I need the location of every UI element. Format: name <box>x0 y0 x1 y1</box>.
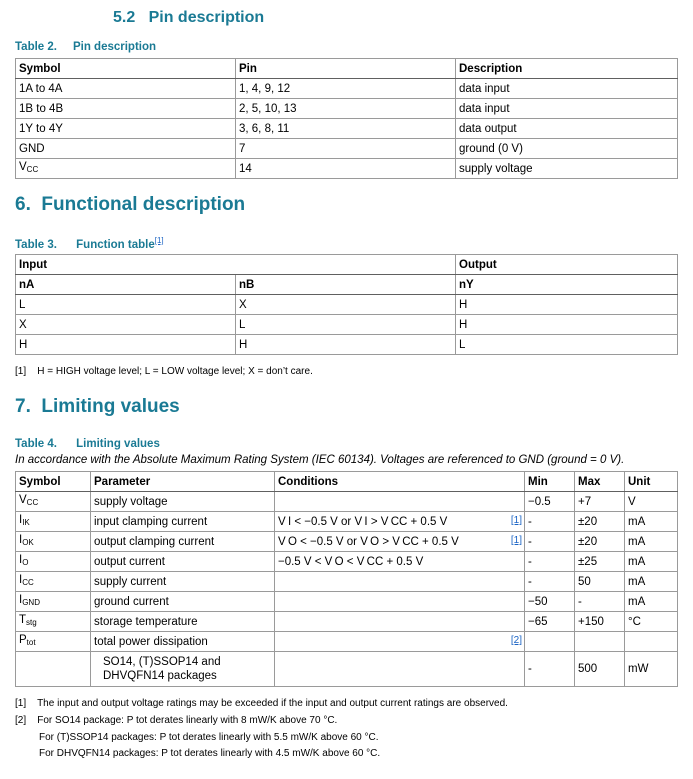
symbol-cell <box>16 492 91 512</box>
group-header-row <box>16 255 678 275</box>
parameter-cell: supply current <box>91 572 275 592</box>
parameter-cell: input clamping current <box>91 512 275 532</box>
parameter-cell: total power dissipation <box>91 632 275 652</box>
min-cell: - <box>525 652 575 687</box>
table-label: Table 2. <box>15 41 57 53</box>
conditions-cell <box>275 492 525 512</box>
parameter-cell: output clamping current <box>91 532 275 552</box>
section-5-2-heading <box>113 9 264 27</box>
symbol-cell <box>16 572 91 592</box>
column-header: Symbol <box>16 472 91 492</box>
table-4-note-2 <box>15 715 337 726</box>
max-cell: +7 <box>575 492 625 512</box>
table-header-row <box>16 275 678 295</box>
max-cell: ±20 <box>575 512 625 532</box>
symbol-cell <box>16 592 91 612</box>
footnote-link[interactable]: [1] <box>510 535 522 546</box>
group-header: Input <box>16 255 456 275</box>
max-cell: ±25 <box>575 552 625 572</box>
min-cell: - <box>525 552 575 572</box>
symbol-subscript: CC <box>26 165 39 174</box>
parameter-cell: ground current <box>91 592 275 612</box>
column-header: Symbol <box>16 59 236 79</box>
conditions-cell <box>275 572 525 592</box>
limiting-values-table <box>15 471 678 687</box>
max-cell: +150 <box>575 612 625 632</box>
footnote-text: The input and output voltage ratings may be exceeded if the input and output current ratings are observed. <box>37 698 508 709</box>
symbol-cell <box>16 512 91 532</box>
table-row <box>16 492 678 512</box>
column-header: Pin <box>236 59 456 79</box>
conditions-cell <box>275 512 525 532</box>
conditions-cell <box>275 592 525 612</box>
symbol-text: P <box>19 634 27 646</box>
symbol-subscript: IK <box>22 518 30 527</box>
symbol-cell <box>16 532 91 552</box>
symbol-text: T <box>19 614 27 626</box>
table-cell: 1B to 4B <box>16 99 236 119</box>
symbol-text: I <box>19 594 23 606</box>
section-7-heading <box>15 396 180 418</box>
column-header: nY <box>456 275 678 295</box>
table-cell: H <box>16 335 236 355</box>
symbol-subscript: OK <box>22 538 34 547</box>
symbol-subscript: GND <box>22 598 40 607</box>
symbol-subscript: O <box>22 558 29 567</box>
table-cell: X <box>16 315 236 335</box>
table-title: Limiting values <box>76 438 160 450</box>
min-cell: - <box>525 532 575 552</box>
unit-cell: mA <box>625 512 678 532</box>
footnote-marker: [2] <box>15 715 27 726</box>
conditions-cell <box>275 652 525 687</box>
table-cell: ground (0 V) <box>456 139 678 159</box>
table-row <box>16 79 678 99</box>
column-header: Conditions <box>275 472 525 492</box>
min-cell: −50 <box>525 592 575 612</box>
footnote-link[interactable]: [1] <box>154 236 164 245</box>
symbol-subscript: stg <box>26 618 37 627</box>
max-cell: 50 <box>575 572 625 592</box>
max-cell: ±20 <box>575 532 625 552</box>
section-title: Pin description <box>148 9 265 26</box>
symbol-text: V <box>19 494 27 506</box>
conditions-text: V O < −0.5 V or V O > V CC + 0.5 V <box>278 535 459 548</box>
symbol-text: I <box>19 514 23 526</box>
min-cell: −65 <box>525 612 575 632</box>
table-4-note-1 <box>15 698 508 709</box>
table-2-caption <box>15 41 156 53</box>
section-number: 7. <box>15 396 31 417</box>
symbol-subscript: CC <box>26 498 39 507</box>
footnote-link[interactable]: [1] <box>510 515 522 526</box>
footnote-text: H = HIGH voltage level; L = LOW voltage level; X = don’t care. <box>37 366 313 377</box>
section-title: Functional description <box>41 194 246 215</box>
table-row <box>16 99 678 119</box>
unit-cell: V <box>625 492 678 512</box>
column-header: Max <box>575 472 625 492</box>
section-number: 5.2 <box>113 9 136 26</box>
section-6-heading <box>15 194 245 216</box>
column-header: Min <box>525 472 575 492</box>
symbol-text: I <box>19 574 23 586</box>
table-cell: data input <box>456 99 678 119</box>
table-header-row <box>16 59 678 79</box>
unit-cell: mA <box>625 532 678 552</box>
parameter-cell: output current <box>91 552 275 572</box>
table-cell: 3, 6, 8, 11 <box>236 119 456 139</box>
conditions-text: V I < −0.5 V or V I > V CC + 0.5 V <box>278 515 448 528</box>
section-title: Limiting values <box>41 396 180 417</box>
conditions-cell <box>275 552 525 572</box>
footnote-link[interactable]: [2] <box>510 635 522 646</box>
table-label: Table 3. <box>15 238 57 251</box>
conditions-cell <box>275 532 525 552</box>
parameter-cell: supply voltage <box>91 492 275 512</box>
symbol-subscript: CC <box>22 578 34 587</box>
column-header: nA <box>16 275 236 295</box>
table-subrow <box>16 652 678 687</box>
conditions-text: −0.5 V < V O < V CC + 0.5 V <box>278 555 424 568</box>
footnote-text: For SO14 package: P tot derates linearly with 8 mW/K above 70 °C. <box>37 715 338 726</box>
unit-cell: mA <box>625 552 678 572</box>
table-cell: 2, 5, 10, 13 <box>236 99 456 119</box>
pin-description-table <box>15 58 678 179</box>
symbol-cell <box>16 632 91 652</box>
table-row <box>16 139 678 159</box>
min-cell: - <box>525 572 575 592</box>
symbol-subscript: tot <box>26 638 36 647</box>
table-row <box>16 512 678 532</box>
table-cell: supply voltage <box>456 159 678 179</box>
section-number: 6. <box>15 194 31 215</box>
footnote-marker: [1] <box>15 366 27 377</box>
min-cell: −0.5 <box>525 492 575 512</box>
table-row <box>16 572 678 592</box>
conditions-cell <box>275 612 525 632</box>
table-cell <box>16 159 236 179</box>
table-cell: H <box>456 315 678 335</box>
conditions-cell <box>275 632 525 652</box>
symbol-cell <box>16 552 91 572</box>
column-header: Description <box>456 59 678 79</box>
symbol-text: I <box>19 554 23 566</box>
min-cell: - <box>525 512 575 532</box>
table-cell: 1, 4, 9, 12 <box>236 79 456 99</box>
column-header: Unit <box>625 472 678 492</box>
unit-cell: °C <box>625 612 678 632</box>
table-row <box>16 552 678 572</box>
table-title: Function table <box>76 238 155 251</box>
table-row <box>16 532 678 552</box>
table-row <box>16 335 678 355</box>
table-cell: 1Y to 4Y <box>16 119 236 139</box>
unit-cell: mW <box>625 652 678 687</box>
parameter-cell: SO14, (T)SSOP14 and DHVQFN14 packages <box>91 652 275 687</box>
table-cell: L <box>236 315 456 335</box>
table-row <box>16 612 678 632</box>
footnote-marker: [1] <box>15 698 27 709</box>
function-table <box>15 254 678 355</box>
table-cell: L <box>456 335 678 355</box>
table-header-row <box>16 472 678 492</box>
table-cell: X <box>236 295 456 315</box>
min-cell <box>525 632 575 652</box>
table-cell: L <box>16 295 236 315</box>
column-header: nB <box>236 275 456 295</box>
table-row <box>16 119 678 139</box>
max-cell: 500 <box>575 652 625 687</box>
table-title: Pin description <box>72 41 157 53</box>
table-3-footnote <box>15 366 313 377</box>
group-header: Output <box>456 255 678 275</box>
table-cell: H <box>456 295 678 315</box>
table-cell: 7 <box>236 139 456 159</box>
table-row <box>16 315 678 335</box>
column-header: Parameter <box>91 472 275 492</box>
table-4-subtitle: In accordance with the Absolute Maximum Rating System (IEC 60134). Voltages are referenced to GND (ground = 0 V). <box>15 454 625 466</box>
symbol-cell <box>16 652 91 687</box>
table-cell: 14 <box>236 159 456 179</box>
max-cell: - <box>575 592 625 612</box>
table-row <box>16 632 678 652</box>
footnote-continuation: For DHVQFN14 packages: P tot derates linearly with 4.5 mW/K above 60 °C. <box>39 748 381 759</box>
table-row <box>16 592 678 612</box>
table-cell: H <box>236 335 456 355</box>
table-cell: 1A to 4A <box>16 79 236 99</box>
unit-cell <box>625 632 678 652</box>
symbol-text: I <box>19 534 23 546</box>
unit-cell: mA <box>625 572 678 592</box>
table-label: Table 4. <box>15 438 57 450</box>
footnote-continuation: For (T)SSOP14 packages: P tot derates linearly with 5.5 mW/K above 60 °C. <box>39 732 379 743</box>
table-row <box>16 159 678 179</box>
table-4-caption <box>15 438 160 450</box>
symbol-text: V <box>19 161 27 173</box>
parameter-cell: storage temperature <box>91 612 275 632</box>
unit-cell: mA <box>625 592 678 612</box>
symbol-cell <box>16 612 91 632</box>
table-cell: data input <box>456 79 678 99</box>
max-cell <box>575 632 625 652</box>
table-cell: data output <box>456 119 678 139</box>
table-3-caption <box>15 236 164 251</box>
table-cell: GND <box>16 139 236 159</box>
table-row <box>16 295 678 315</box>
